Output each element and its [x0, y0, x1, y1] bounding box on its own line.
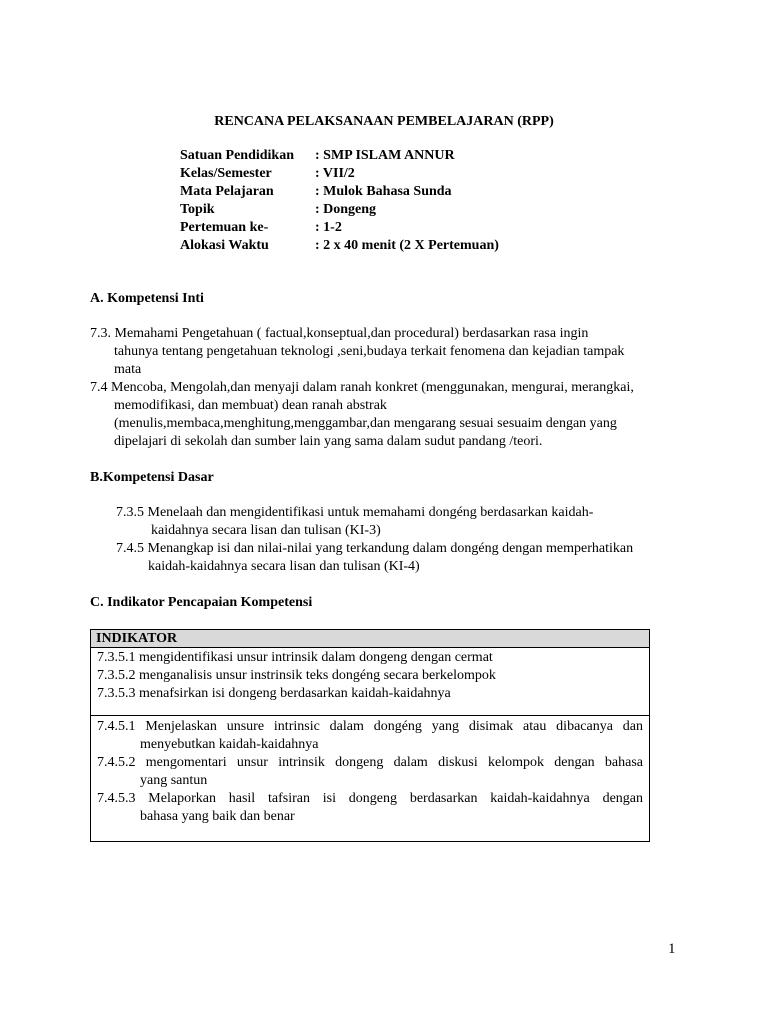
identity-row-subject	[180, 183, 499, 201]
identity-table	[180, 147, 499, 255]
ki-line: (menulis,membaca,menghitung,menggambar,dan mengarang sesuai sesuaim dengan yang	[114, 416, 617, 431]
kd-7-3-5	[116, 504, 593, 540]
ki-line: memodifikasi, dan membuat) dean ranah abstrak	[114, 398, 387, 413]
indicator-item: 7.4.5.3 Melaporkan hasil tafsiran isi dongeng berdasarkan kaidah-kaidahnya dengan	[97, 791, 643, 806]
indicator-item: 7.3.5.2 menganalisis unsur instrinsik teks dongéng secara berkelompok	[97, 668, 496, 683]
identity-row-time	[180, 237, 499, 255]
ki-7-4-paragraph	[90, 379, 680, 451]
identity-row-school	[180, 147, 499, 165]
document-title: RENCANA PELAKSANAAN PEMBELAJARAN (RPP)	[214, 114, 554, 129]
page-number: 1	[668, 941, 676, 957]
identity-value: : Dongeng	[315, 202, 377, 217]
kd-line: 7.4.5 Menangkap isi dan nilai-nilai yang terkandung dalam dongéng dengan memperhatikan	[116, 541, 634, 556]
identity-value: : Mulok Bahasa Sunda	[315, 184, 452, 199]
kd-line: kaidah-kaidahnya secara lisan dan tulisan (KI-4)	[148, 559, 420, 574]
ki-line: tahunya tentang pengetahuan teknologi ,seni,budaya terkait fenomena dan kejadian tampak	[114, 344, 625, 359]
identity-value: : 2 x 40 menit (2 X Pertemuan)	[315, 238, 499, 253]
identity-row-topic	[180, 201, 499, 219]
indicator-item: 7.3.5.1 mengidentifikasi unsur intrinsik dalam dongeng dengan cermat	[97, 650, 493, 665]
ki-7-3-paragraph	[90, 325, 680, 379]
identity-label: Mata Pelajaran	[180, 184, 274, 199]
kd-7-4-5	[116, 540, 633, 576]
ki-line: 7.4 Mencoba, Mengolah,dan menyaji dalam ranah konkret (menggunakan, mengurai, merangkai,	[90, 380, 634, 395]
identity-label: Topik	[180, 202, 215, 217]
indicator-item: 7.4.5.2 mengomentari unsur intrinsik dongeng dalam diskusi kelompok dengan bahasa	[97, 755, 643, 770]
ki-line: 7.3. Memahami Pengetahuan ( factual,konseptual,dan procedural) berdasarkan rasa ingin	[90, 326, 589, 341]
identity-row-meeting	[180, 219, 499, 237]
indicator-item: 7.4.5.1 Menjelaskan unsure intrinsic dalam dongéng yang disimak atau dibacanya dan	[97, 719, 643, 734]
section-c-heading: C. Indikator Pencapaian Kompetensi	[90, 595, 313, 610]
section-a-heading: A. Kompetensi Inti	[90, 291, 204, 306]
ki-line: mata	[114, 362, 142, 377]
indicator-item-continuation: yang santun	[140, 773, 208, 788]
indicator-item: 7.3.5.3 menafsirkan isi dongeng berdasarkan kaidah-kaidahnya	[97, 686, 451, 701]
identity-value: : 1-2	[315, 220, 342, 235]
identity-row-class	[180, 165, 499, 183]
identity-value: : VII/2	[315, 166, 355, 181]
identity-value: : SMP ISLAM ANNUR	[315, 148, 455, 163]
indicator-table-header: INDIKATOR	[91, 630, 649, 648]
kd-line: 7.3.5 Menelaah dan mengidentifikasi untuk memahami dongéng berdasarkan kaidah-	[116, 505, 594, 520]
indicator-table	[90, 629, 650, 842]
indicator-item-continuation: menyebutkan kaidah-kaidahnya	[140, 737, 319, 752]
section-b-heading: B.Kompetensi Dasar	[90, 470, 214, 485]
identity-label: Pertemuan ke-	[180, 220, 269, 235]
identity-label: Satuan Pendidikan	[180, 148, 294, 163]
identity-label: Alokasi Waktu	[180, 238, 269, 253]
indicator-group-ki4	[91, 716, 649, 841]
indicator-group-ki3	[91, 648, 649, 716]
indicator-item-continuation: bahasa yang baik dan benar	[140, 809, 295, 824]
ki-line: dipelajari di sekolah dan sumber lain yang sama dalam sudut pandang /teori.	[114, 434, 543, 449]
kd-line: kaidahnya secara lisan dan tulisan (KI-3)	[151, 523, 381, 538]
identity-label: Kelas/Semester	[180, 166, 272, 181]
